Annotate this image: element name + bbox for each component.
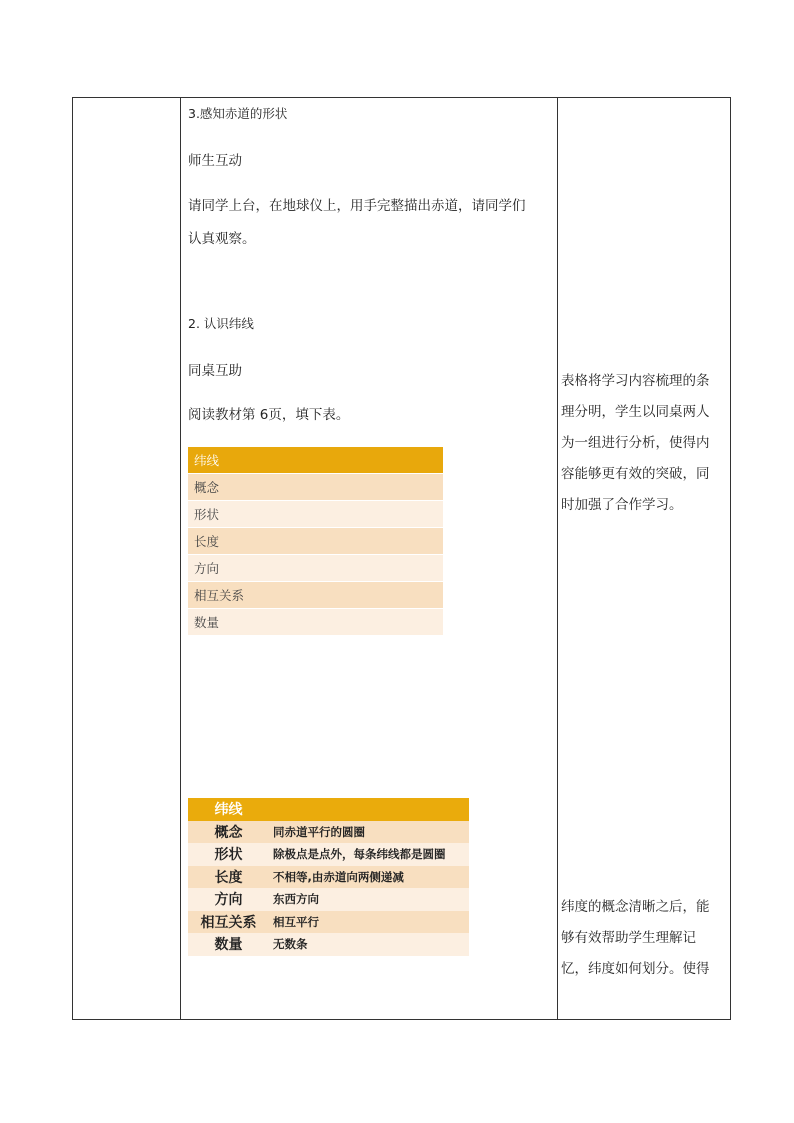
table-row: [188, 555, 443, 582]
table-cell: 概念: [188, 474, 260, 501]
table-cell: 无数条: [269, 933, 469, 956]
instruction-line-1: 请同学上台，在地球仪上，用手完整描出赤道，请同学们: [188, 198, 526, 214]
table-row: [188, 474, 443, 501]
column-divider-left: [180, 98, 181, 1019]
note-line: 忆，纬度如何划分。使得: [561, 961, 710, 977]
note-line: 够有效帮助学生理解记: [561, 930, 696, 946]
table-cell: 数量: [188, 609, 260, 636]
table-cell: 相互关系: [188, 911, 269, 934]
table-header-cell: 纬线: [188, 798, 269, 821]
reading-instruction: 阅读教材第 6页，填下表。: [188, 407, 350, 423]
table-cell: 不相等,由赤道向两侧递减: [269, 866, 469, 889]
table-row: [188, 888, 469, 911]
design-note-table: [561, 366, 721, 521]
activity-label-peer: 同桌互助: [188, 363, 242, 379]
table-row: [188, 609, 443, 636]
note-line: 理分明，学生以同桌两人: [561, 404, 710, 420]
table-header-cell: 纬线: [188, 447, 260, 474]
note-line: 容能够更有效的突破，同: [561, 466, 710, 482]
table-row: [188, 843, 469, 866]
note-line: 为一组进行分析，使得内: [561, 435, 710, 451]
table-cell: 东西方向: [269, 888, 469, 911]
table-cell: 长度: [188, 528, 260, 555]
table-row: [188, 821, 469, 844]
table-row: [188, 866, 469, 889]
latitude-filled-table: [188, 798, 469, 956]
instruction-line-2: 认真观察。: [188, 231, 256, 247]
table-row: [188, 447, 443, 474]
table-cell: 同赤道平行的圆圈: [269, 821, 469, 844]
table-cell: 长度: [188, 866, 269, 889]
column-divider-right: [557, 98, 558, 1019]
table-cell: 形状: [188, 843, 269, 866]
table-cell: 方向: [188, 888, 269, 911]
table-cell: 相互平行: [269, 911, 469, 934]
note-line: 纬度的概念清晰之后，能: [561, 899, 710, 915]
table-row: [188, 911, 469, 934]
section3-title: 3.感知赤道的形状: [188, 106, 288, 121]
table-row: [188, 582, 443, 609]
activity-label-teacher-student: 师生互动: [188, 153, 242, 169]
design-note-latitude: [561, 892, 721, 985]
table-cell: 除极点是点外，每条纬线都是圆圈: [269, 843, 469, 866]
table-row: [188, 933, 469, 956]
section2-title: 2. 认识纬线: [188, 316, 254, 331]
note-line: 时加强了合作学习。: [561, 497, 683, 513]
table-cell: 形状: [188, 501, 260, 528]
table-row: [188, 501, 443, 528]
note-line: 表格将学习内容梳理的条: [561, 373, 710, 389]
table-cell: 概念: [188, 821, 269, 844]
table-cell: 方向: [188, 555, 260, 582]
table-cell: 数量: [188, 933, 269, 956]
table-cell: 相互关系: [188, 582, 260, 609]
table-row: [188, 798, 469, 821]
table-row: [188, 528, 443, 555]
lesson-table-frame: [72, 97, 731, 1020]
latitude-blank-table: [188, 447, 443, 636]
